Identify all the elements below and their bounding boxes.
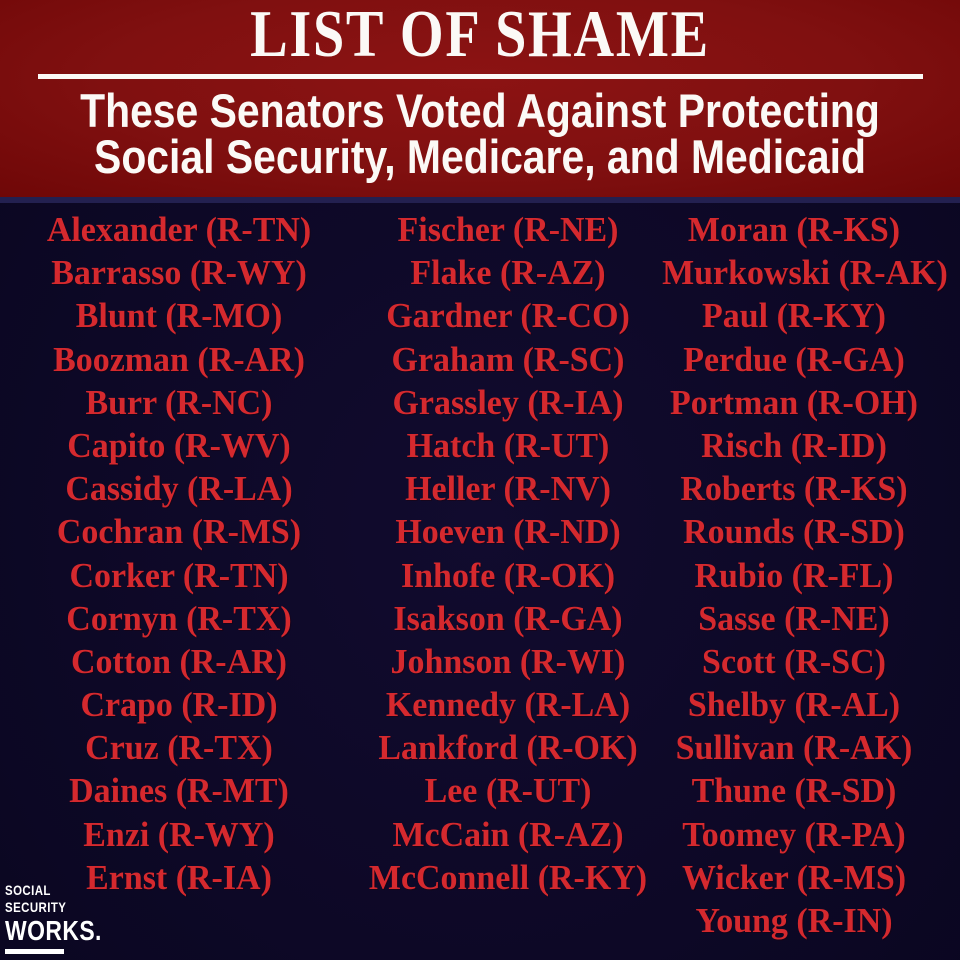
senator-entry: Lee (R-UT) — [424, 771, 592, 811]
senator-entry: Thune (R-SD) — [691, 771, 897, 811]
senator-entry: Alexander (R-TN) — [46, 210, 312, 249]
senator-entry: Sasse (R-NE) — [698, 598, 890, 638]
senator-entry: Blunt (R-MO) — [75, 296, 283, 336]
subtitle-line-2: Social Security, Medicare, and Medicaid — [94, 130, 866, 183]
senator-entry: Risch (R-ID) — [701, 425, 887, 465]
senator-entry: McConnell (R-KY) — [368, 857, 648, 897]
senator-entry: Fischer (R-NE) — [397, 210, 619, 249]
senator-entry: Cochran (R-MS) — [56, 512, 302, 552]
senator-column-3 — [658, 208, 948, 942]
senator-entry: Inhofe (R-OK) — [400, 555, 616, 595]
poster-title: LIST OF SHAME — [250, 0, 710, 71]
senator-entry: Lankford (R-OK) — [378, 728, 638, 768]
senator-entry: Kennedy (R-LA) — [385, 685, 631, 725]
social-security-works-logo — [5, 883, 123, 954]
senator-entry: Cornyn (R-TX) — [66, 598, 292, 638]
senator-entry: Crapo (R-ID) — [80, 685, 278, 725]
senator-entry: Corker (R-TN) — [69, 555, 289, 595]
senator-entry: Young (R-IN) — [695, 901, 893, 940]
senator-entry: Johnson (R-WI) — [390, 641, 626, 681]
senator-entry: Rounds (R-SD) — [683, 512, 905, 552]
senator-entry: Heller (R-NV) — [405, 469, 611, 509]
senator-entry: Cruz (R-TX) — [85, 728, 273, 768]
subtitle-line-1: These Senators Voted Against Protecting — [80, 84, 880, 137]
senator-entry: Capito (R-WV) — [67, 425, 291, 465]
senator-entry: Cassidy (R-LA) — [65, 469, 293, 509]
senator-entry: Hatch (R-UT) — [406, 425, 610, 465]
senator-entry: Graham (R-SC) — [391, 339, 625, 379]
logo-line-security: SECURITY — [5, 899, 67, 915]
senator-entry: Isakson (R-GA) — [393, 598, 623, 638]
senator-column-2 — [358, 208, 658, 942]
senator-entry: Shelby (R-AL) — [687, 685, 901, 725]
senator-entry: Flake (R-AZ) — [410, 253, 606, 293]
senator-entry: Murkowski (R-AK) — [662, 253, 948, 293]
senator-entry: Grassley (R-IA) — [392, 382, 624, 422]
senator-entry: Wicker (R-MS) — [681, 857, 907, 897]
senator-entry: Daines (R-MT) — [69, 771, 289, 811]
senator-entry: Cotton (R-AR) — [71, 641, 287, 681]
senator-entry: Gardner (R-CO) — [386, 296, 630, 336]
senator-entry: Roberts (R-KS) — [680, 469, 908, 509]
senator-entry: McCain (R-AZ) — [392, 814, 624, 854]
senator-entry: Paul (R-KY) — [702, 296, 886, 336]
senator-list — [0, 203, 960, 942]
header-banner — [0, 0, 960, 197]
senator-entry: Portman (R-OH) — [670, 382, 918, 422]
senator-entry: Barrasso (R-WY) — [51, 253, 307, 293]
senator-entry: Burr (R-NC) — [85, 382, 273, 422]
senator-entry: Sullivan (R-AK) — [675, 728, 913, 768]
senator-entry: Ernst (R-IA) — [86, 857, 272, 897]
title-divider-rule — [38, 74, 923, 79]
senator-entry: Moran (R-KS) — [687, 210, 901, 249]
senator-entry: Scott (R-SC) — [702, 641, 886, 681]
senator-entry: Rubio (R-FL) — [694, 555, 894, 595]
logo-line-works: WORKS. — [5, 915, 102, 946]
senator-entry: Enzi (R-WY) — [83, 814, 275, 854]
poster-subtitle — [0, 84, 960, 183]
senator-entry: Hoeven (R-ND) — [395, 512, 621, 552]
senator-entry: Boozman (R-AR) — [53, 339, 305, 379]
logo-underline-bar — [5, 949, 64, 954]
senator-column-1 — [0, 208, 358, 942]
logo-line-social: SOCIAL — [5, 882, 51, 898]
senator-entry: Perdue (R-GA) — [683, 339, 905, 379]
senator-entry: Toomey (R-PA) — [682, 814, 906, 854]
